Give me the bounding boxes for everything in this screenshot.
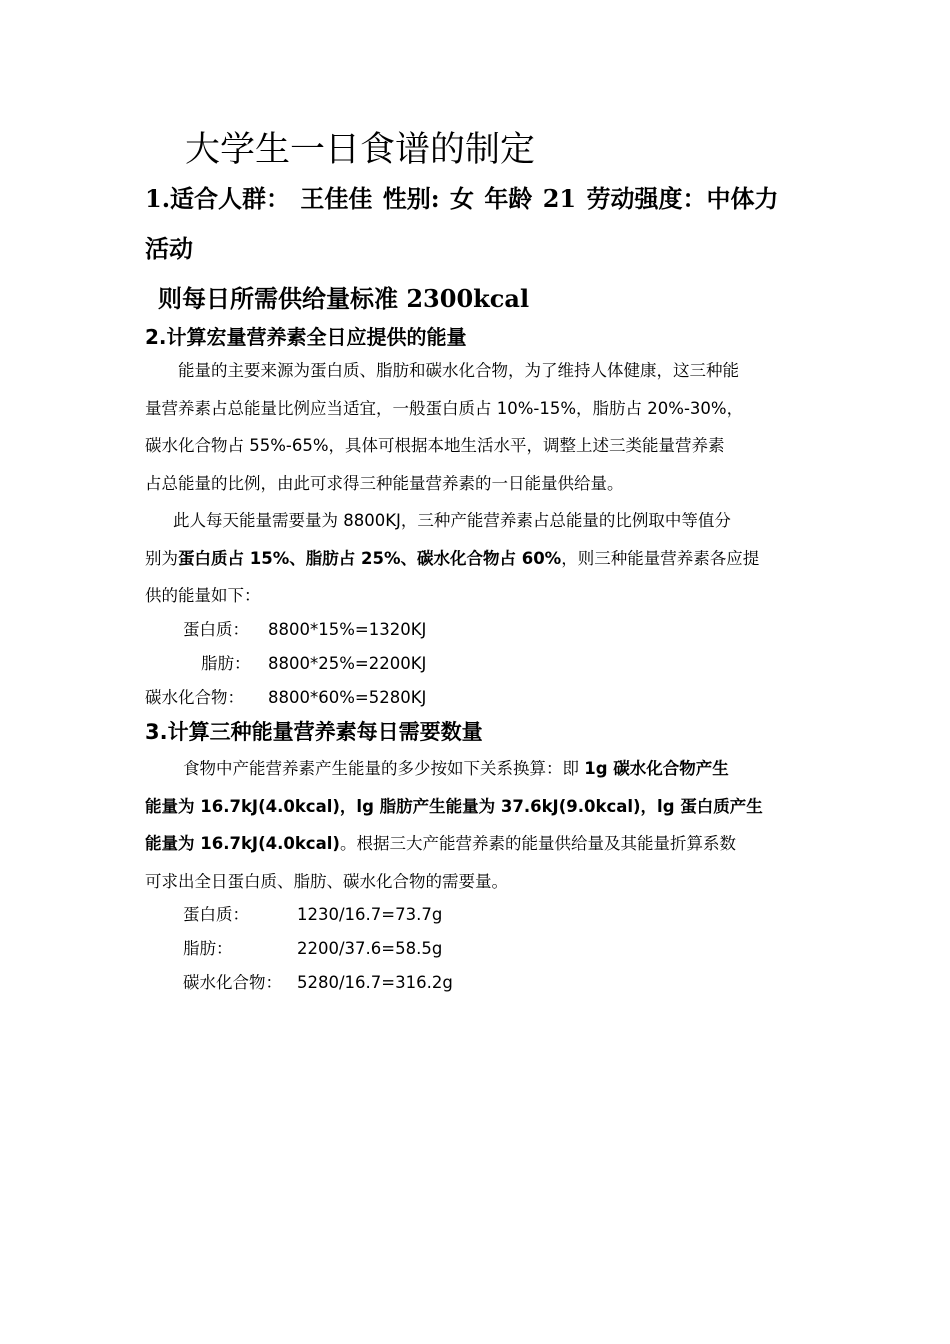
paragraph-line: 供的能量如下： xyxy=(145,586,261,605)
paragraph-line: 可求出全日蛋白质、脂肪、碳水化合物的需要量。 xyxy=(145,871,508,891)
calc-row xyxy=(183,618,249,642)
calc-label: 碳水化合物： xyxy=(145,688,244,707)
section3-heading: 3.计算三种能量营养素每日需要数量 xyxy=(145,720,483,744)
bold-span: 能量为 16.7kJ(4.0kcal) xyxy=(145,834,340,853)
calc-label: 蛋白质： xyxy=(183,620,249,639)
calc-expression: 8800*60%=5280KJ xyxy=(268,688,427,707)
text-span: ，则三种能量营养素各应提 xyxy=(561,548,760,568)
section1-line2: 活动 xyxy=(145,234,193,263)
calc-label: 碳水化合物： xyxy=(183,973,282,992)
bold-span: 能量为 16.7kJ(4.0kcal)，lg 脂肪产生能量为 37.6kJ(9.0kcal)，lg 蛋白质产生 xyxy=(145,796,763,816)
paragraph-line xyxy=(145,750,810,788)
paragraph-line xyxy=(145,540,810,578)
bold-span: 蛋白质占 15%、脂肪占 25%、碳水化合物占 60% xyxy=(178,548,562,568)
calc-expression: 8800*25%=2200KJ xyxy=(268,654,427,673)
bold-span: 1g 碳水化合物产生 xyxy=(584,759,729,778)
text-span: 食物中产能营养素产生能量的多少按如下关系换算：即 xyxy=(183,759,585,778)
section3-paragraph xyxy=(145,750,810,900)
paragraph-line: 占总能量的比例，由此可求得三种能量营养素的一日能量供给量。 xyxy=(145,473,624,493)
text-span: 别为 xyxy=(145,548,178,568)
calc-expression: 5280/16.7=316.2g xyxy=(297,973,453,992)
calc-expression: 8800*15%=1320KJ xyxy=(268,620,427,639)
section2-heading: 2.计算宏量营养素全日应提供的能量 xyxy=(145,325,467,349)
calc-label: 脂肪： xyxy=(201,654,251,673)
section2-paragraph2 xyxy=(145,502,810,615)
text-span: 。根据三大产能营养素的能量供给量及其能量折算系数 xyxy=(339,834,736,853)
calc-expression: 2200/37.6=58.5g xyxy=(297,939,443,958)
section1-line1: 1.适合人群： 王佳佳 性别: 女 年龄 21 劳动强度：中体力 xyxy=(145,184,779,213)
paragraph-line: 此人每天能量需要量为 8800KJ，三种产能营养素占总能量的比例取中等值分 xyxy=(173,511,731,530)
calc-label: 蛋白质： xyxy=(183,905,249,924)
section2-paragraph1 xyxy=(145,352,810,502)
paragraph-line xyxy=(145,825,810,863)
paragraph-line xyxy=(145,788,810,826)
paragraph-line: 量营养素占总能量比例应当适宜，一般蛋白质占 10%-15%，脂肪占 20%-30%， xyxy=(145,398,744,418)
calc-expression: 1230/16.7=73.7g xyxy=(297,905,443,924)
calc-row xyxy=(201,652,251,676)
paragraph-line: 能量的主要来源为蛋白质、脂肪和碳水化合物，为了维持人体健康，这三种能 xyxy=(178,361,739,380)
calc-label: 脂肪： xyxy=(183,939,233,958)
document-title: 大学生一日食谱的制定 xyxy=(185,130,536,170)
calc-row xyxy=(145,686,244,710)
paragraph-line: 碳水化合物占 55%-65%，具体可根据本地生活水平，调整上述三类能量营养素 xyxy=(145,436,725,455)
section1-line3: 则每日所需供给量标准 2300kcal xyxy=(158,284,530,313)
